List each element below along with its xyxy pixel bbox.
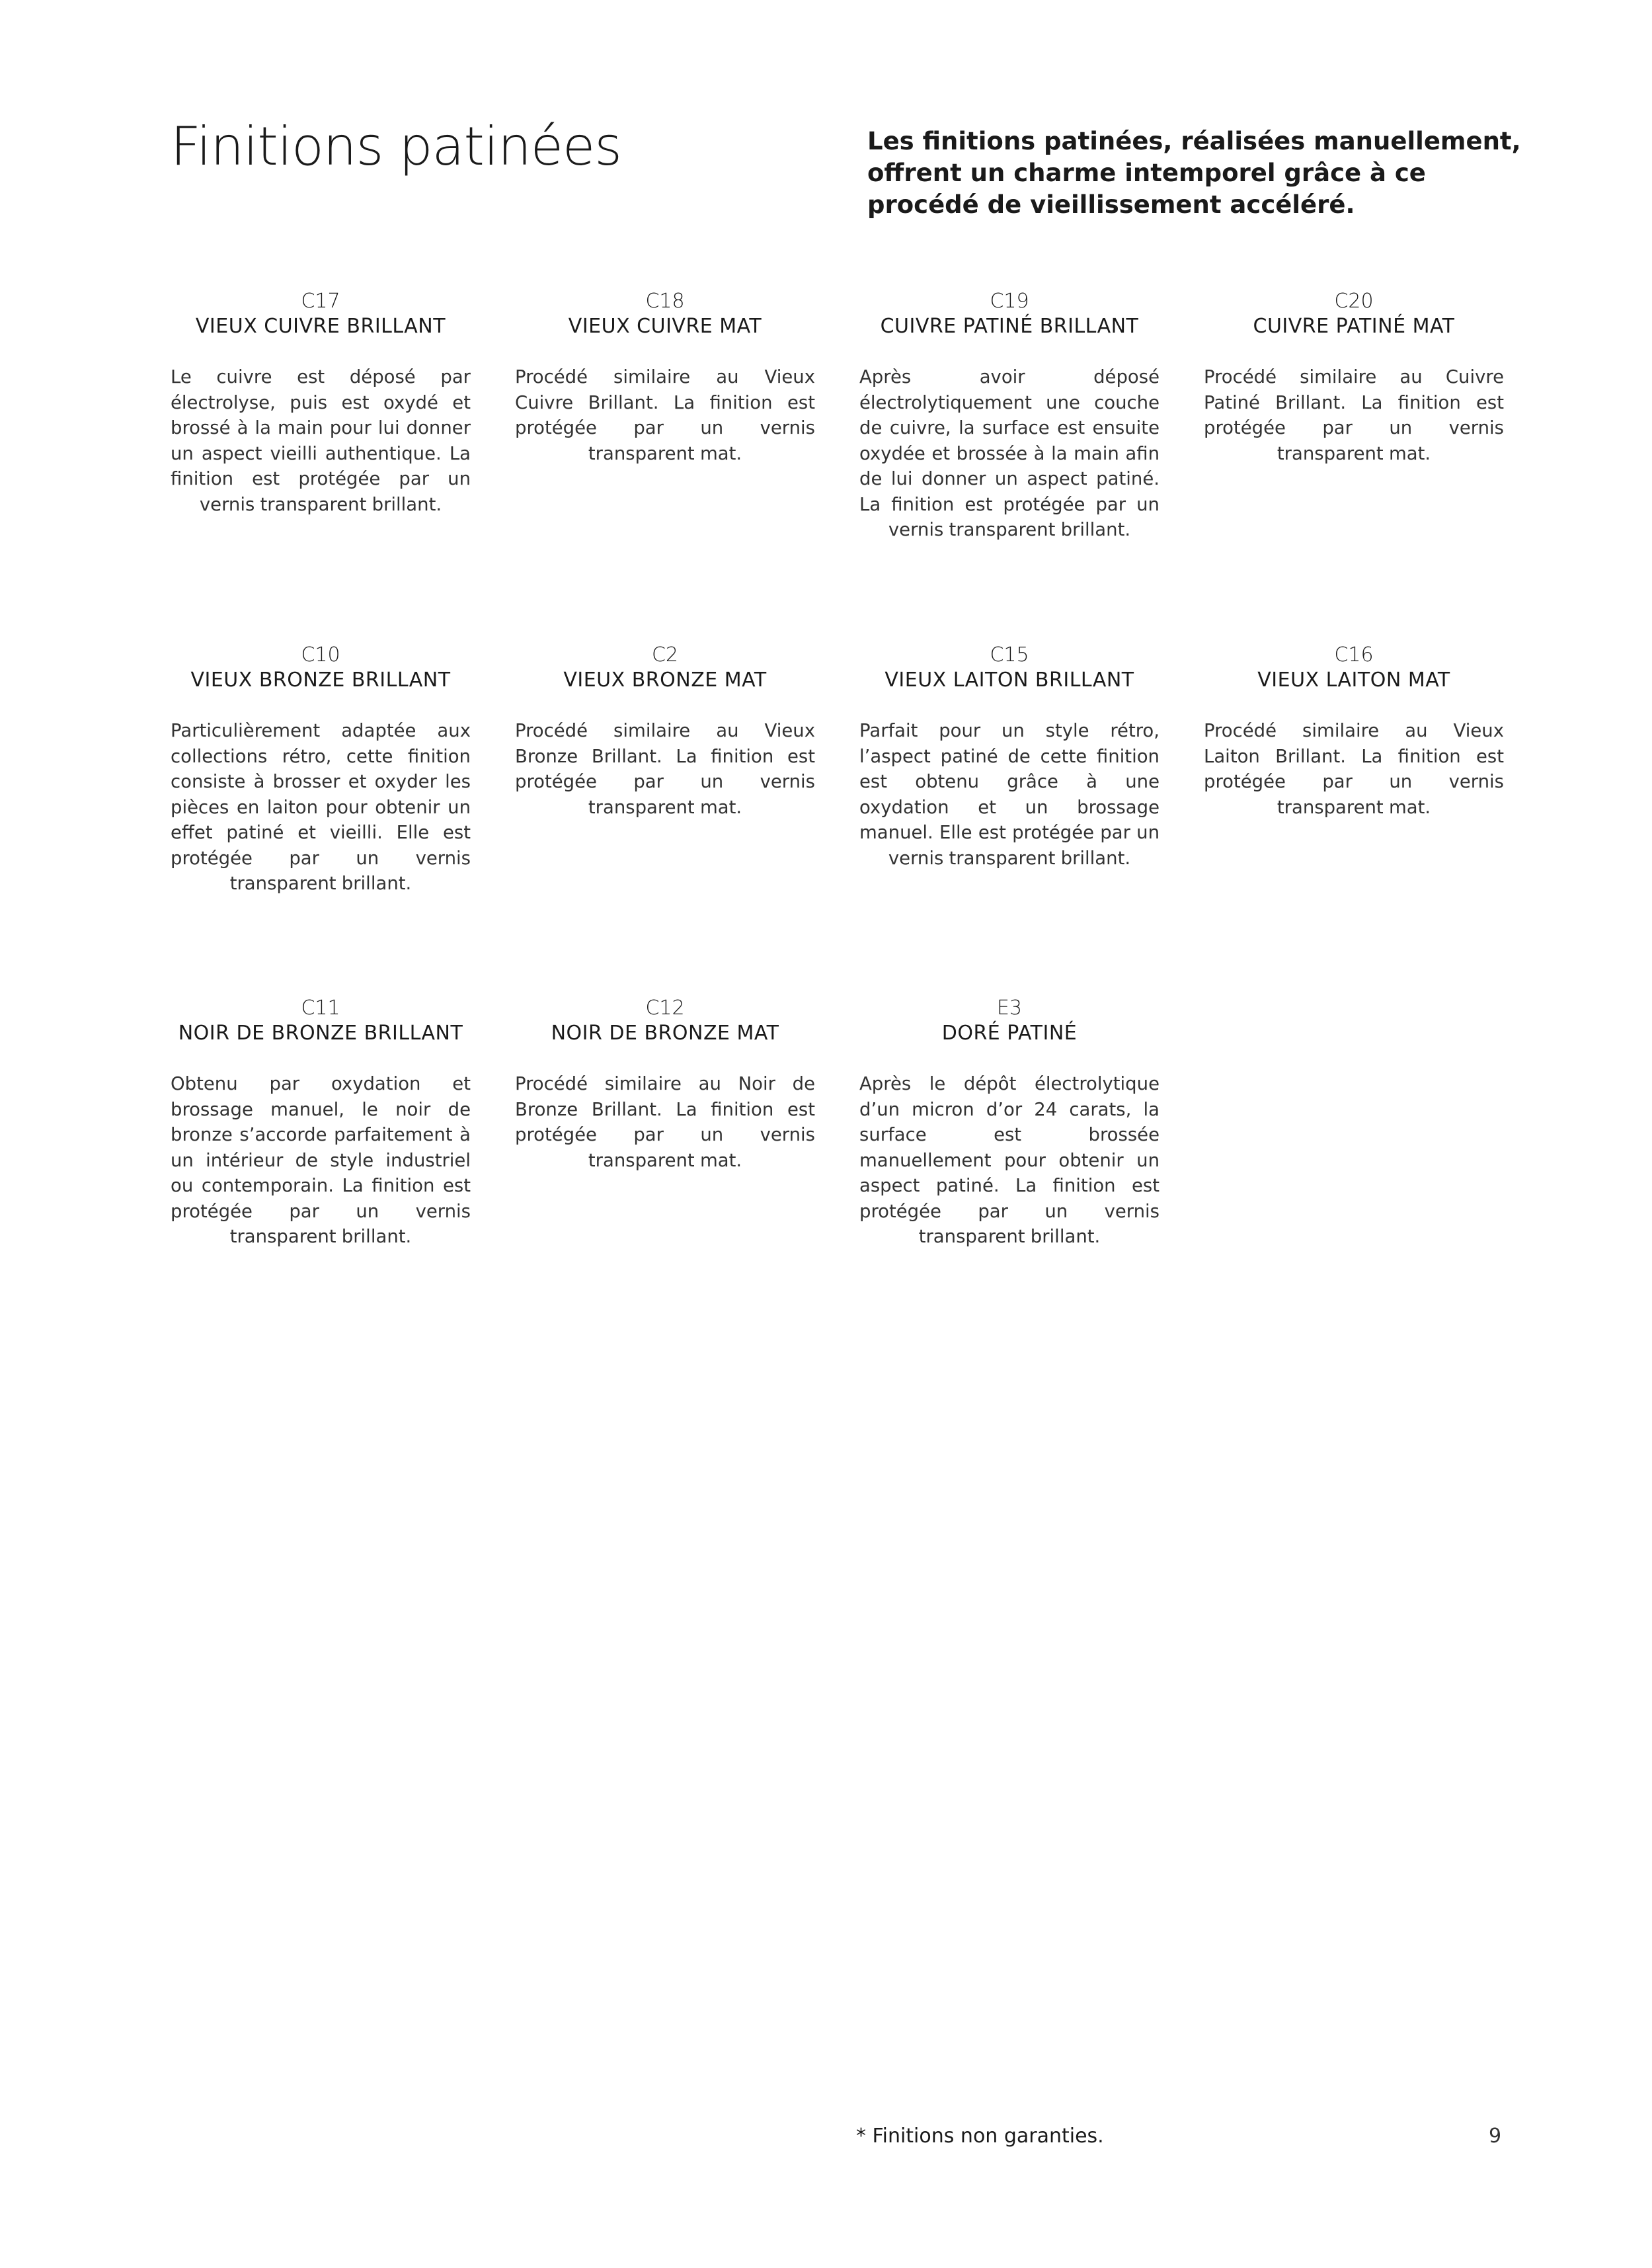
finish-card-c10 — [171, 643, 471, 897]
finish-card-e3 — [859, 996, 1160, 1250]
finish-name: VIEUX CUIVRE BRILLANT — [195, 315, 446, 338]
finish-card-c20 — [1204, 289, 1504, 466]
finish-description: Après avoir déposé électrolytiquement une couche de cuivre, la surface est ensuite oxydée et brossée à la main afin de lui donner un aspect patiné. La finition est protégée par un vernis transparent brillant. — [859, 366, 1160, 540]
finish-code: C20 — [1334, 290, 1374, 313]
finish-description: Procédé similaire au Vieux Cuivre Brillant. La finition est protégée par un vernis transparent mat. — [515, 366, 815, 464]
finish-description: Procédé similaire au Vieux Bronze Brillant. La finition est protégée par un vernis transparent mat. — [515, 720, 815, 818]
finish-description: Après le dépôt électrolytique d’un micron d’or 24 carats, la surface est brossée manuellement pour obtenir un aspect patiné. La finition est protégée par un vernis transparent brillant. — [859, 1073, 1160, 1247]
finish-code: C2 — [651, 643, 679, 667]
finish-name: DORÉ PATINÉ — [941, 1022, 1078, 1045]
finish-name: VIEUX LAITON MAT — [1257, 668, 1450, 692]
finish-description: Le cuivre est déposé par électrolyse, puis est oxydé et brossé à la main pour lui donner un aspect vieilli authentique. La finition est protégée par un vernis transparent brillant. — [171, 366, 471, 515]
finish-name: CUIVRE PATINÉ MAT — [1253, 315, 1455, 338]
finish-name: VIEUX BRONZE MAT — [563, 668, 767, 692]
finish-card-c17 — [171, 289, 471, 517]
intro-text: Les finitions patinées, réalisées manuellement, offrent un charme intemporel grâce à ce procédé de vieillissement accéléré. — [867, 127, 1521, 219]
finish-code: C15 — [990, 643, 1029, 667]
finish-name: NOIR DE BRONZE BRILLANT — [178, 1022, 463, 1045]
page-number: 9 — [1489, 2125, 1502, 2148]
finish-description: Parfait pour un style rétro, l’aspect patiné de cette finition est obtenu grâce à une oxydation et un brossage manuel. Elle est protégée par un vernis transparent brillant. — [859, 720, 1160, 869]
finish-code: C17 — [301, 290, 340, 313]
finish-card-c16 — [1204, 643, 1504, 820]
finish-code: C19 — [990, 290, 1029, 313]
finish-code: C16 — [1334, 643, 1374, 667]
finish-code: C18 — [645, 290, 685, 313]
finish-description: Procédé similaire au Noir de Bronze Brillant. La finition est protégée par un vernis transparent mat. — [515, 1073, 815, 1171]
finish-name: NOIR DE BRONZE MAT — [551, 1022, 779, 1045]
finish-name: VIEUX CUIVRE MAT — [568, 315, 762, 338]
finish-card-c11 — [171, 996, 471, 1250]
finish-description: Obtenu par oxydation et brossage manuel, le noir de bronze s’accorde parfaitement à un intérieur de style industriel ou contemporain. La finition est protégée par un vernis transparent brillant. — [171, 1073, 471, 1247]
page-title: Finitions patinées — [171, 116, 621, 177]
finish-name: VIEUX BRONZE BRILLANT — [190, 668, 451, 692]
finish-name: VIEUX LAITON BRILLANT — [885, 668, 1134, 692]
finish-description: Procédé similaire au Cuivre Patiné Brillant. La finition est protégée par un vernis transparent mat. — [1204, 366, 1504, 464]
finish-card-c19 — [859, 289, 1160, 543]
finish-card-c18 — [515, 289, 815, 466]
finish-card-c15 — [859, 643, 1160, 871]
finish-card-c12 — [515, 996, 815, 1173]
finish-description: Procédé similaire au Vieux Laiton Brillant. La finition est protégée par un vernis transparent mat. — [1204, 720, 1504, 818]
finish-description: Particulièrement adaptée aux collections rétro, cette finition consiste à brosser et oxyder les pièces en laiton pour obtenir un effet patiné et vieilli. Elle est protégée par un vernis transparent brillant. — [171, 720, 471, 894]
finish-code: E3 — [996, 996, 1023, 1020]
finish-code: C11 — [301, 996, 340, 1020]
finish-card-c2 — [515, 643, 815, 820]
footnote: * Finitions non garanties. — [856, 2125, 1104, 2148]
finish-name: CUIVRE PATINÉ BRILLANT — [880, 315, 1139, 338]
finish-code: C12 — [645, 996, 685, 1020]
finish-code: C10 — [301, 643, 340, 667]
